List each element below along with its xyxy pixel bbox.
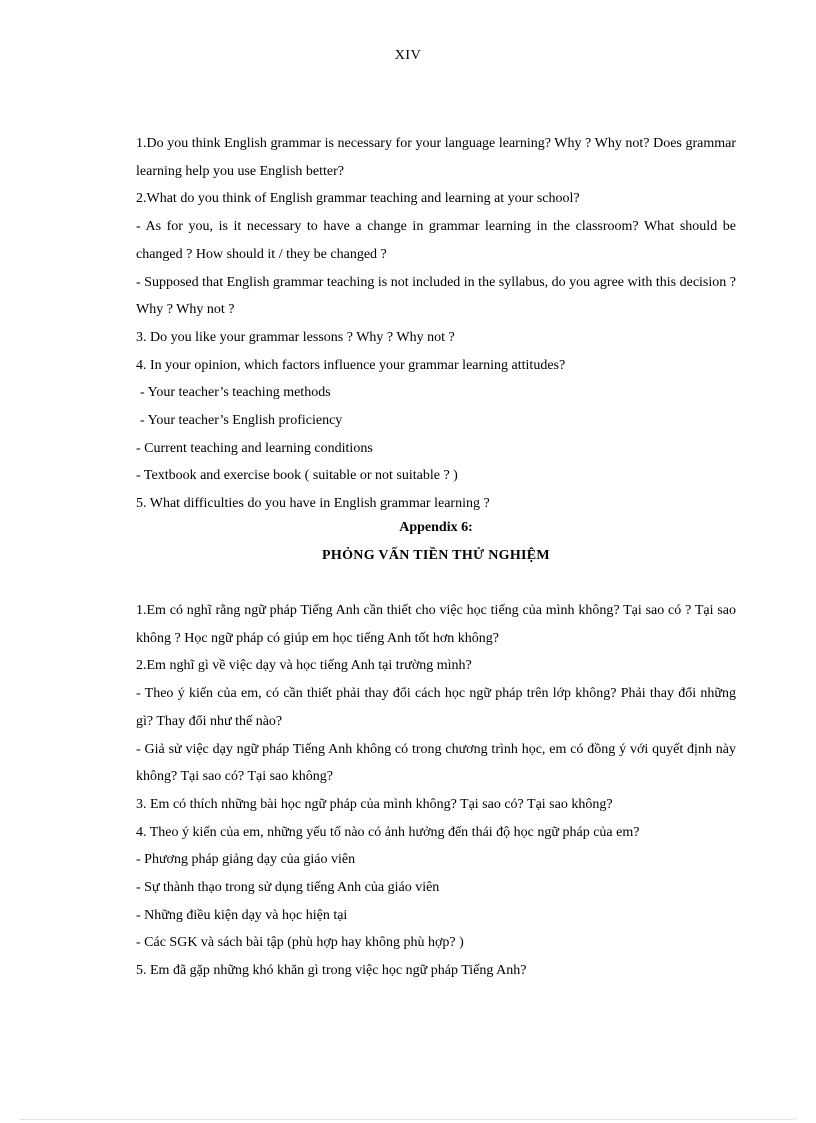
question-3-en: 3. Do you like your grammar lessons ? Why ? Why not ? — [136, 329, 455, 345]
factor-teacher-proficiency-en: - Your teacher’s English proficiency — [140, 413, 343, 429]
question-5-vi: 5. Em đã gặp những khó khăn gì trong việc học ngữ pháp Tiếng Anh? — [136, 963, 527, 979]
question-4-vi: 4. Theo ý kiến của em, những yếu tố nào có ảnh hưởng đến thái độ học ngữ pháp của em? — [136, 824, 640, 840]
factor-textbook-vi: - Các SGK và sách bài tập (phù hợp hay không phù hợp? ) — [136, 935, 464, 951]
factor-conditions-vi: - Những điều kiện dạy và học hiện tại — [136, 907, 348, 923]
factor-teaching-methods-en: - Your teacher’s teaching methods — [140, 385, 331, 401]
question-5-en: 5. What difficulties do you have in English grammar learning ? — [136, 496, 490, 512]
page-number: XIV — [394, 48, 422, 63]
page-bottom-divider — [20, 1119, 796, 1120]
english-questionnaire — [136, 130, 736, 518]
question-1-en: 1.Do you think English grammar is necessary for your language learning? Why ? Why not? Does grammar learning help you use English better? — [136, 136, 736, 179]
factor-teaching-methods-vi: - Phương pháp giảng dạy của giáo viên — [136, 852, 356, 868]
question-2a-en: - As for you, is it necessary to have a change in grammar learning in the classroom? What should be changed ? How should it / they be changed ? — [136, 219, 736, 262]
question-2-vi: 2.Em nghĩ gì về việc dạy và học tiếng Anh tại trường mình? — [136, 658, 472, 674]
vietnamese-questionnaire — [136, 597, 736, 985]
interview-heading: PHỎNG VẤN TIỀN THỬ NGHIỆM — [322, 548, 550, 563]
factor-textbook-en: - Textbook and exercise book ( suitable or not suitable ? ) — [136, 468, 458, 484]
appendix-heading: Appendix 6: — [399, 520, 473, 535]
factor-teacher-proficiency-vi: - Sự thành thạo trong sử dụng tiếng Anh của giáo viên — [136, 880, 440, 896]
question-2b-vi: - Giả sử việc dạy ngữ pháp Tiếng Anh không có trong chương trình học, em có đồng ý với quyết định này không? Tại sao có? Tại sao không? — [136, 741, 736, 785]
question-4-en: 4. In your opinion, which factors influence your grammar learning attitudes? — [136, 357, 566, 373]
question-2a-vi: - Theo ý kiến của em, có cần thiết phải thay đổi cách học ngữ pháp trên lớp không? Phải thay đổi những gì? Thay đổi như thế nào? — [136, 686, 736, 729]
question-3-vi: 3. Em có thích những bài học ngữ pháp của mình không? Tại sao có? Tại sao không? — [136, 796, 613, 812]
question-2-en: 2.What do you think of English grammar teaching and learning at your school? — [136, 191, 580, 207]
question-1-vi: 1.Em có nghĩ rằng ngữ pháp Tiếng Anh cần thiết cho việc học tiếng của mình không? Tại sao có ? Tại sao không ? Học ngữ pháp có giúp em học tiếng Anh tốt hơn không? — [136, 603, 736, 646]
factor-conditions-en: - Current teaching and learning conditions — [136, 440, 373, 456]
question-2b-en: - Supposed that English grammar teaching is not included in the syllabus, do you agree with this decision ? Why ? Why not ? — [136, 274, 736, 318]
